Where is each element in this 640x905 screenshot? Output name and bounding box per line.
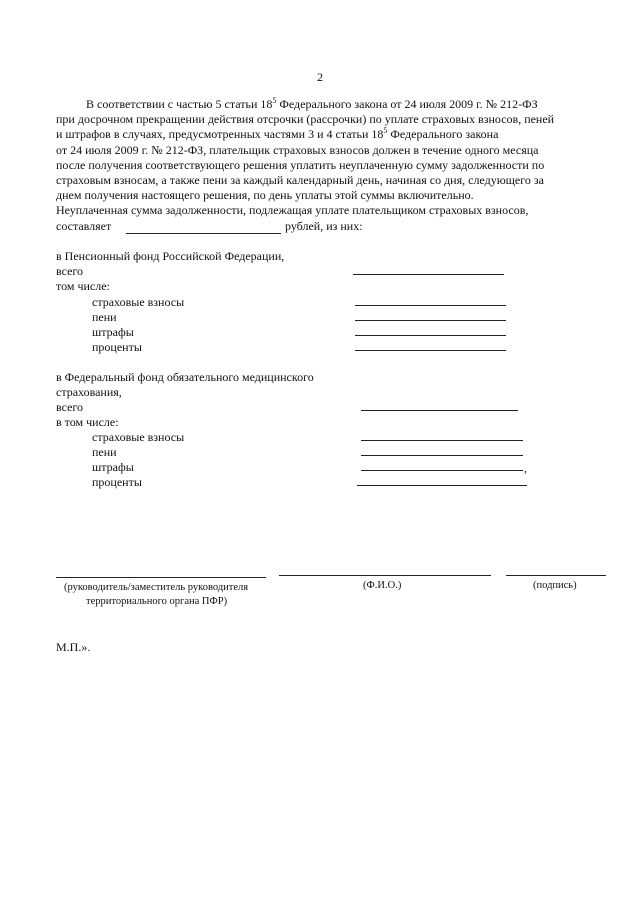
pfr-title: в Пенсионный фонд Российской Федерации, <box>56 249 285 263</box>
ffoms-contributions-field[interactable] <box>361 440 523 441</box>
ffoms-including-label: в том числе: <box>56 415 119 429</box>
stamp-place-label: М.П.». <box>56 640 91 654</box>
ffoms-total-label: всего <box>56 400 84 414</box>
ffoms-item-contributions: страховые взносы <box>92 430 185 444</box>
unpaid-prefix: составляет <box>56 219 112 233</box>
pfr-item-contributions: страховые взносы <box>92 295 185 309</box>
signer-role-field[interactable] <box>56 577 266 578</box>
ffoms-title-line-1: в Федеральный фонд обязательного медицинского <box>56 370 314 384</box>
pfr-item-fines: штрафы <box>92 325 134 339</box>
ffoms-interest-field[interactable] <box>357 485 527 486</box>
intro-line-1: В соответствии с частью 5 статьи $18^5$ Федерального закона от 24 июля 2009 г. № 212-ФЗ <box>86 96 538 111</box>
ffoms-total-field[interactable] <box>361 410 518 411</box>
intro-line-5: после получения соответствующего решения уплатить неуплаченную сумму задолженности по <box>56 157 545 172</box>
pfr-fines-field[interactable] <box>355 335 506 336</box>
unpaid-amount-field[interactable] <box>126 233 281 234</box>
ffoms-item-fines: штрафы <box>92 460 134 474</box>
ffoms-fines-field[interactable] <box>361 470 523 471</box>
ffoms-item-penalties: пени <box>92 445 117 459</box>
signature-field[interactable] <box>506 575 606 576</box>
unpaid-suffix: рублей, из них: <box>285 219 363 233</box>
pfr-including-label: том числе: <box>56 279 110 293</box>
signer-role-caption-2: территориального органа ПФР) <box>86 596 228 607</box>
pfr-contributions-field[interactable] <box>355 305 506 306</box>
ffoms-penalties-field[interactable] <box>361 455 523 456</box>
page-number: 2 <box>317 70 323 84</box>
intro-line-7: днем получения настоящего решения, по день уплаты этой суммы включительно. <box>56 188 474 203</box>
pfr-interest-field[interactable] <box>355 350 506 351</box>
ffoms-title-line-2: страхования, <box>56 385 122 399</box>
pfr-penalties-field[interactable] <box>355 320 506 321</box>
pfr-total-label: всего <box>56 264 84 278</box>
signature-caption: (подпись) <box>533 580 577 591</box>
unpaid-sum-text: Неуплаченная сумма задолженности, подлежащая уплате плательщиком страховых взносов, <box>56 203 529 217</box>
ffoms-item-interest: проценты <box>92 475 142 489</box>
intro-line-2: при досрочном прекращении действия отсрочки (рассрочки) по уплате страховых взносов, пеней <box>56 112 555 127</box>
article-superscript: 5 <box>272 96 277 105</box>
pfr-total-field[interactable] <box>353 274 504 275</box>
intro-paragraph <box>56 97 602 203</box>
ffoms-fines-comma: , <box>524 461 527 475</box>
intro-line-3: и штрафов в случаях, предусмотренных частями 3 и 4 статьи $18^5$ Федерального закона <box>56 126 499 142</box>
pfr-item-penalties: пени <box>92 310 117 324</box>
signer-role-caption-1: (руководитель/заместитель руководителя <box>64 582 249 593</box>
pfr-item-interest: проценты <box>92 340 142 354</box>
signer-name-field[interactable] <box>279 575 491 576</box>
signer-name-caption: (Ф.И.О.) <box>363 580 402 591</box>
intro-line-6: страховым взносам, а также пени за каждый календарный день, начиная со дня, следующего за <box>56 173 544 188</box>
intro-line-4: от 24 июля 2009 г. № 212-ФЗ, плательщик страховых взносов должен в течение одного месяца <box>56 142 539 157</box>
